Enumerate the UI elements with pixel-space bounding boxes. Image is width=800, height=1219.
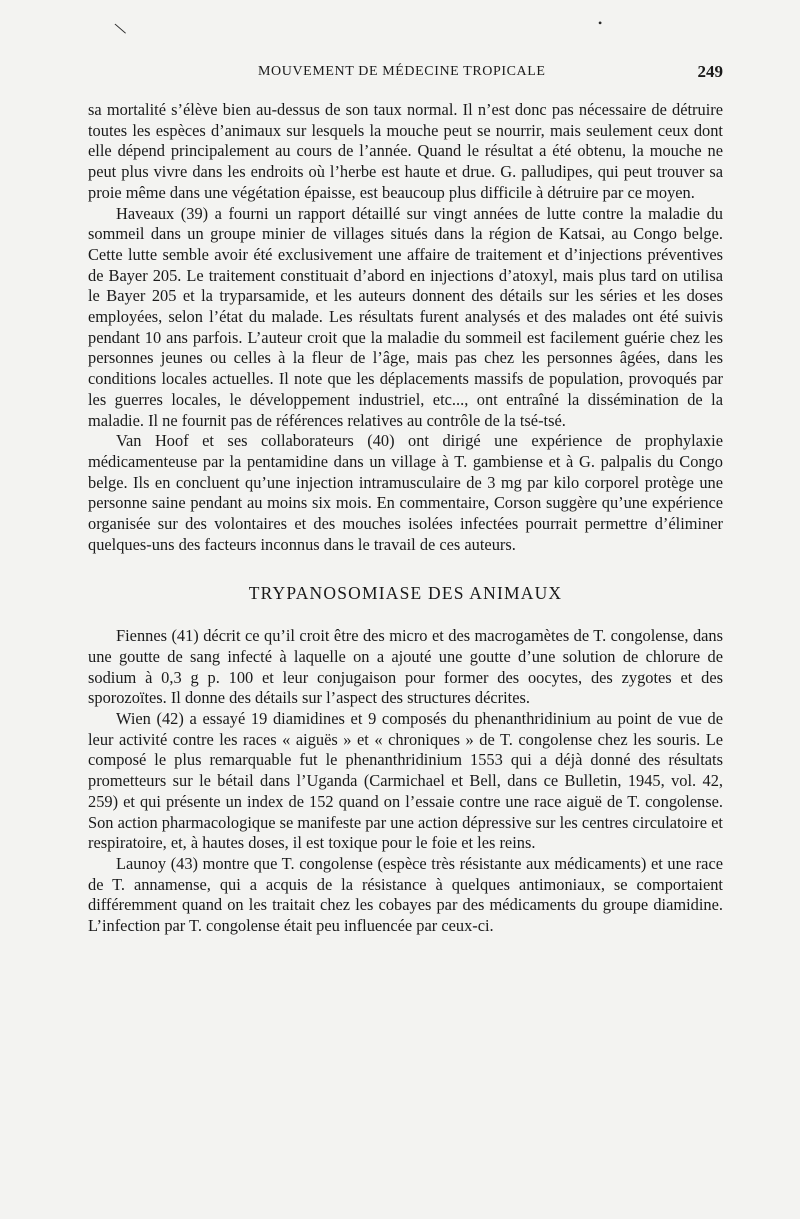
running-head: MOUVEMENT DE MÉDECINE TROPICALE — [258, 64, 546, 79]
stray-dot: • — [598, 16, 603, 30]
page-header — [88, 58, 723, 84]
paragraph-launoy: Launoy (43) montre que T. congolense (espèce très résistante aux médicaments) et une race de T. annamense, qui a acquis de la résistance à quelques antimoniaux, se comportaient différemment quand on les traitait chez les cobayes par des médicaments du groupe diamidine. L’infection par T. congolense était peu influencée par ceux-ci. — [88, 853, 723, 936]
paragraph-continued: sa mortalité s’élève bien au-dessus de son taux normal. Il n’est donc pas nécessaire de détruire toutes les espèces d’animaux sur lesquels la mouche peut se nourrir, mais seulement ceux dont elle dépend principalement au cours de l’année. Quand le résultat a été obtenu, la mouche ne peut plus vivre dans les endroits où l’herbe est haute et drue. G. palludipes, qui peut trouver sa proie même dans une végétation épaisse, est beaucoup plus difficile à détruire par ce moyen. — [88, 100, 723, 202]
paragraph-wien: Wien (42) a essayé 19 diamidines et 9 composés du phenanthridinium au point de vue de leur activité contre les races « aiguës » et « chroniques » de T. congolense chez les souris. Le composé le plus remarquable fut le phenanthridinium 1553 qui a déjà donné des résultats prometteurs sur le bétail dans l’Uganda (Carmichael et Bell, dans ce Bulletin, 1945, vol. 42, 259) et qui présente un index de 152 quand on l’essaie contre une race aiguë de T. congolense. Son action pharmacologique se manifeste par une action dépressive sur les centres circulatoire et respiratoire, et, à hautes doses, il est toxique pour le foie et les reins. — [88, 708, 723, 853]
article-body — [88, 100, 723, 937]
section-heading: TRYPANOSOMIASE DES ANIMAUX — [248, 583, 563, 604]
paragraph-fiennes: Fiennes (41) décrit ce qu’il croit être des micro et des macrogamètes de T. congolense, dans une goutte de sang infecté à laquelle on a ajouté une goutte d’une solution de chlorure de sodium à 0,3 g p. 100 et leur conjugaison pour former des oocytes, des zygotes et des sporozoïtes. Il donne des détails sur l’aspect des structures décrites. — [88, 626, 723, 708]
page-number: 249 — [697, 62, 723, 81]
paragraph-van-hoof: Van Hoof et ses collaborateurs (40) ont dirigé une expérience de prophylaxie médicamenteuse par la pentamidine dans un village à T. gambiense et à G. palpalis du Congo belge. Ils en concluent qu’une injection intramusculaire de 3 mg par kilo corporel protège une personne saine pendant au moins six mois. En commentaire, Corson suggère qu’une expérience organisée sur des volontaires et des mouches isolées infectées pourrait permettre d’éliminer quelques-uns des facteurs inconnus dans le travail de ces auteurs. — [88, 431, 723, 554]
paragraph-haveaux: Haveaux (39) a fourni un rapport détaillé sur vingt années de lutte contre la maladie du sommeil dans un groupe minier de villages situés dans la région de Katsai, au Congo belge. Cette lutte semble avoir été exclusivement une affaire de traitement et d’injections préventives de Bayer 205. Le traitement constituait d’abord en injections d’atoxyl, mais plus tard on utilisa le Bayer 205 et la tryparsamide, et les auteurs donnent des détails sur les séries et les doses employées, selon l’état du malade. Les résultats furent analysés et des malades ont été suivis pendant 10 ans parfois. L’auteur croit que la maladie du sommeil est facilement guérie chez les personnes jeunes ou celles à la fleur de l’âge, mais pas chez les personnes âgées, dans les conditions locales actuelles. Il note que les déplacements massifs de population, provoqués par les guerres locales, le développement industriel, etc..., ont entraîné la dissémination de la maladie. Il ne fournit pas de références relatives au contrôle de la tsé-tsé. — [88, 203, 723, 430]
stray-mark: \ — [112, 18, 129, 40]
